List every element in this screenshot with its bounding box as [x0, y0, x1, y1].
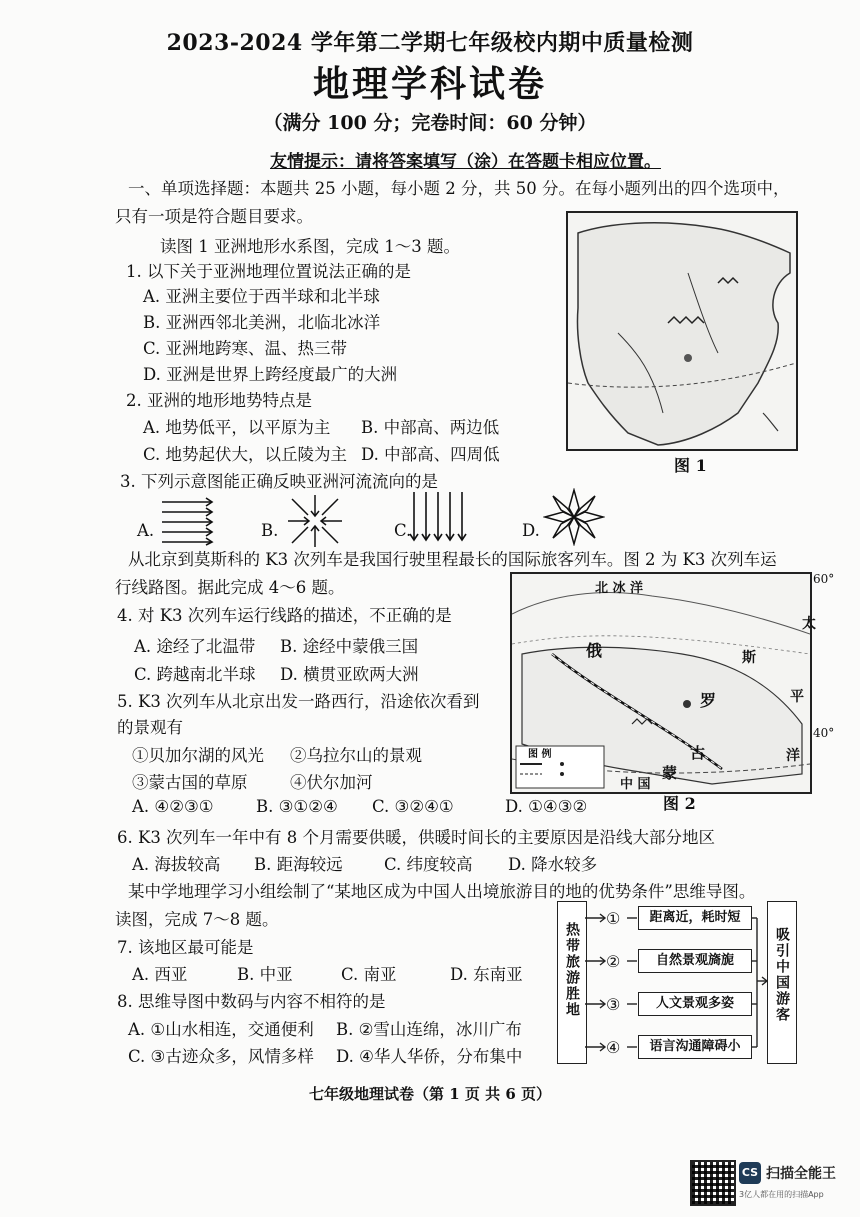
- read-instruction-3: 某中学地理学习小组绘制了“某地区成为中国人出境旅游目的地的优势条件”思维导图。: [128, 882, 756, 901]
- q6-stem: 6. K3 次列车一年中有 8 个月需要供暖，供暖时间长的主要原因是沿线大部分地区: [117, 828, 716, 847]
- read-instruction-2: 从北京到莫斯科的 K3 次列车是我国行驶里程最长的国际旅客列车。图 2 为 K3 次列车运: [128, 550, 777, 569]
- section-intro: 一、单项选择题：本题共 25 小题，每小题 2 分，共 50 分。在每小题列出的四个选项中，: [128, 179, 790, 198]
- mindmap-box-4: 语言沟通障碍小: [638, 1035, 752, 1059]
- q4-option-b: B. 途经中蒙俄三国: [280, 637, 419, 656]
- fig2-label-e: 俄: [586, 641, 603, 660]
- mindmap-num-1: ①: [606, 909, 621, 928]
- fig2-lat-40: 40°: [813, 726, 835, 740]
- figure-1-asia-map: [566, 211, 798, 451]
- page-footer: 七年级地理试卷（第 1 页 共 6 页）: [309, 1085, 551, 1103]
- q4-option-d: D. 横贯亚欧两大洲: [280, 665, 419, 684]
- q7-option-a: A. 西亚: [132, 965, 188, 984]
- figure-2-caption: 图 2: [663, 794, 696, 813]
- q3-diagram-b-inward-icon: [286, 493, 344, 553]
- q5-item-3: ③蒙古国的草原: [132, 773, 248, 792]
- q8-option-d: D. ④华人华侨，分布集中: [336, 1047, 523, 1066]
- q5-option-c: C. ③②④①: [372, 797, 454, 816]
- q1-stem: 1. 以下关于亚洲地理位置说法正确的是: [126, 262, 411, 281]
- k3-route-drawing: [512, 574, 810, 792]
- q1-option-c: C. 亚洲地跨寒、温、热三带: [143, 339, 348, 358]
- q4-stem: 4. 对 K3 次列车运行线路的描述，不正确的是: [117, 606, 452, 625]
- q8-option-b: B. ②雪山连绵，冰川广布: [336, 1020, 522, 1039]
- title-line-2: 地理学科试卷: [312, 64, 547, 105]
- mindmap-box-3: 人文景观多姿: [638, 992, 752, 1016]
- mindmap-box-1: 距离近，耗时短: [638, 906, 752, 930]
- fig2-legend-title: 图 例: [528, 749, 552, 760]
- q2-option-c: C. 地势起伏大，以丘陵为主: [143, 445, 348, 464]
- fig2-label-yang: 洋: [786, 748, 800, 764]
- q3-option-d: D.: [522, 521, 540, 540]
- q2-option-a: A. 地势低平，以平原为主: [143, 418, 331, 437]
- q5-item-4: ④伏尔加河: [290, 773, 373, 792]
- q8-option-a: A. ①山水相连，交通便利: [128, 1020, 314, 1039]
- read-instruction-2b: 行线路图。据此完成 4～6 题。: [115, 578, 345, 597]
- section-intro-2: 只有一项是符合题目要求。: [115, 207, 313, 226]
- q3-option-a: A.: [137, 521, 155, 540]
- camscanner-logo: CS: [739, 1162, 761, 1184]
- q2-option-b: B. 中部高、两边低: [361, 418, 500, 437]
- mindmap-num-2: ②: [606, 952, 621, 971]
- fig2-label-ping: 平: [790, 689, 804, 705]
- fig2-label-tai: 太: [802, 616, 816, 632]
- fig2-label-meng: 蒙: [662, 764, 678, 782]
- q8-stem: 8. 思维导图中数码与内容不相符的是: [117, 992, 386, 1011]
- q5-option-a: A. ④②③①: [132, 797, 214, 816]
- mindmap-right-box: [767, 901, 797, 1064]
- mindmap-right-label: 吸引中国游客: [774, 927, 790, 1023]
- q1-option-a: A. 亚洲主要位于西半球和北半球: [143, 287, 380, 306]
- asia-map-drawing: [568, 213, 796, 449]
- q3-option-c: C.: [394, 521, 412, 540]
- q5-option-b: B. ③①②④: [256, 797, 338, 816]
- q4-option-c: C. 跨越南北半球: [134, 665, 256, 684]
- q5-option-d: D. ①④③②: [505, 797, 588, 816]
- mindmap-num-3: ③: [606, 995, 621, 1014]
- q5-stem: 5. K3 次列车从北京出发一路西行，沿途依次看到: [117, 692, 480, 711]
- fig2-label-si: 斯: [742, 650, 756, 666]
- q2-stem: 2. 亚洲的地形地势特点是: [126, 391, 312, 410]
- q5-item-2: ②乌拉尔山的景观: [290, 746, 422, 765]
- q5-item-1: ①贝加尔湖的风光: [132, 746, 264, 765]
- q3-diagram-c-down-arrows-icon: [408, 490, 470, 548]
- q3-option-b: B.: [261, 521, 279, 540]
- camscanner-name: 扫描全能王: [766, 1166, 836, 1182]
- q3-diagram-d-outward-icon: [543, 488, 605, 550]
- q5-stem-2: 的景观有: [117, 718, 183, 737]
- mindmap-left-label: 热带旅游胜地: [564, 922, 580, 1018]
- q7-option-c: C. 南亚: [341, 965, 397, 984]
- q3-diagram-a-arrows-icon: [160, 496, 218, 550]
- q7-option-b: B. 中亚: [237, 965, 293, 984]
- read-instruction-1: 读图 1 亚洲地形水系图，完成 1～3 题。: [160, 237, 460, 256]
- q4-option-a: A. 途经了北温带: [134, 637, 256, 656]
- q6-option-d: D. 降水较多: [508, 855, 598, 874]
- figure-1-caption: 图 1: [674, 456, 707, 475]
- q1-option-d: D. 亚洲是世界上跨经度最广的大洲: [143, 365, 398, 384]
- fig2-label-china: 中 国: [620, 777, 651, 792]
- q6-option-c: C. 纬度较高: [384, 855, 473, 874]
- camscanner-tagline: 3亿人都在用的扫描App: [739, 1190, 824, 1199]
- title-line-1: 2023-2024 学年第二学期七年级校内期中质量检测: [166, 30, 694, 56]
- q2-option-d: D. 中部高、四周低: [361, 445, 500, 464]
- mindmap-left-box: [557, 901, 587, 1064]
- fig2-lat-60: 60°: [813, 572, 835, 586]
- q3-stem: 3. 下列示意图能正确反映亚洲河流流向的是: [120, 472, 438, 491]
- mindmap-box-2: 自然景观旖旎: [638, 949, 752, 973]
- mindmap-num-4: ④: [606, 1038, 621, 1057]
- qr-code-icon: [690, 1160, 736, 1206]
- figure-2-k3-route-map: [510, 572, 812, 794]
- q7-option-d: D. 东南亚: [450, 965, 523, 984]
- q6-option-a: A. 海拔较高: [132, 855, 221, 874]
- fig2-ocean-label: 北 冰 洋: [595, 581, 644, 596]
- fig2-label-gu: 古: [690, 744, 706, 762]
- fig2-label-luo: 罗: [700, 691, 717, 710]
- friendly-tip: 友情提示：请将答案填写（涂）在答题卡相应位置。: [270, 152, 661, 172]
- q1-option-b: B. 亚洲西邻北美洲，北临北冰洋: [143, 313, 381, 332]
- read-instruction-3b: 读图，完成 7～8 题。: [115, 910, 279, 929]
- q6-option-b: B. 距海较远: [254, 855, 343, 874]
- q7-stem: 7. 该地区最可能是: [117, 938, 254, 957]
- q8-option-c: C. ③古迹众多，风情多样: [128, 1047, 314, 1066]
- title-line-3: （满分 100 分；完卷时间：60 分钟）: [263, 112, 597, 134]
